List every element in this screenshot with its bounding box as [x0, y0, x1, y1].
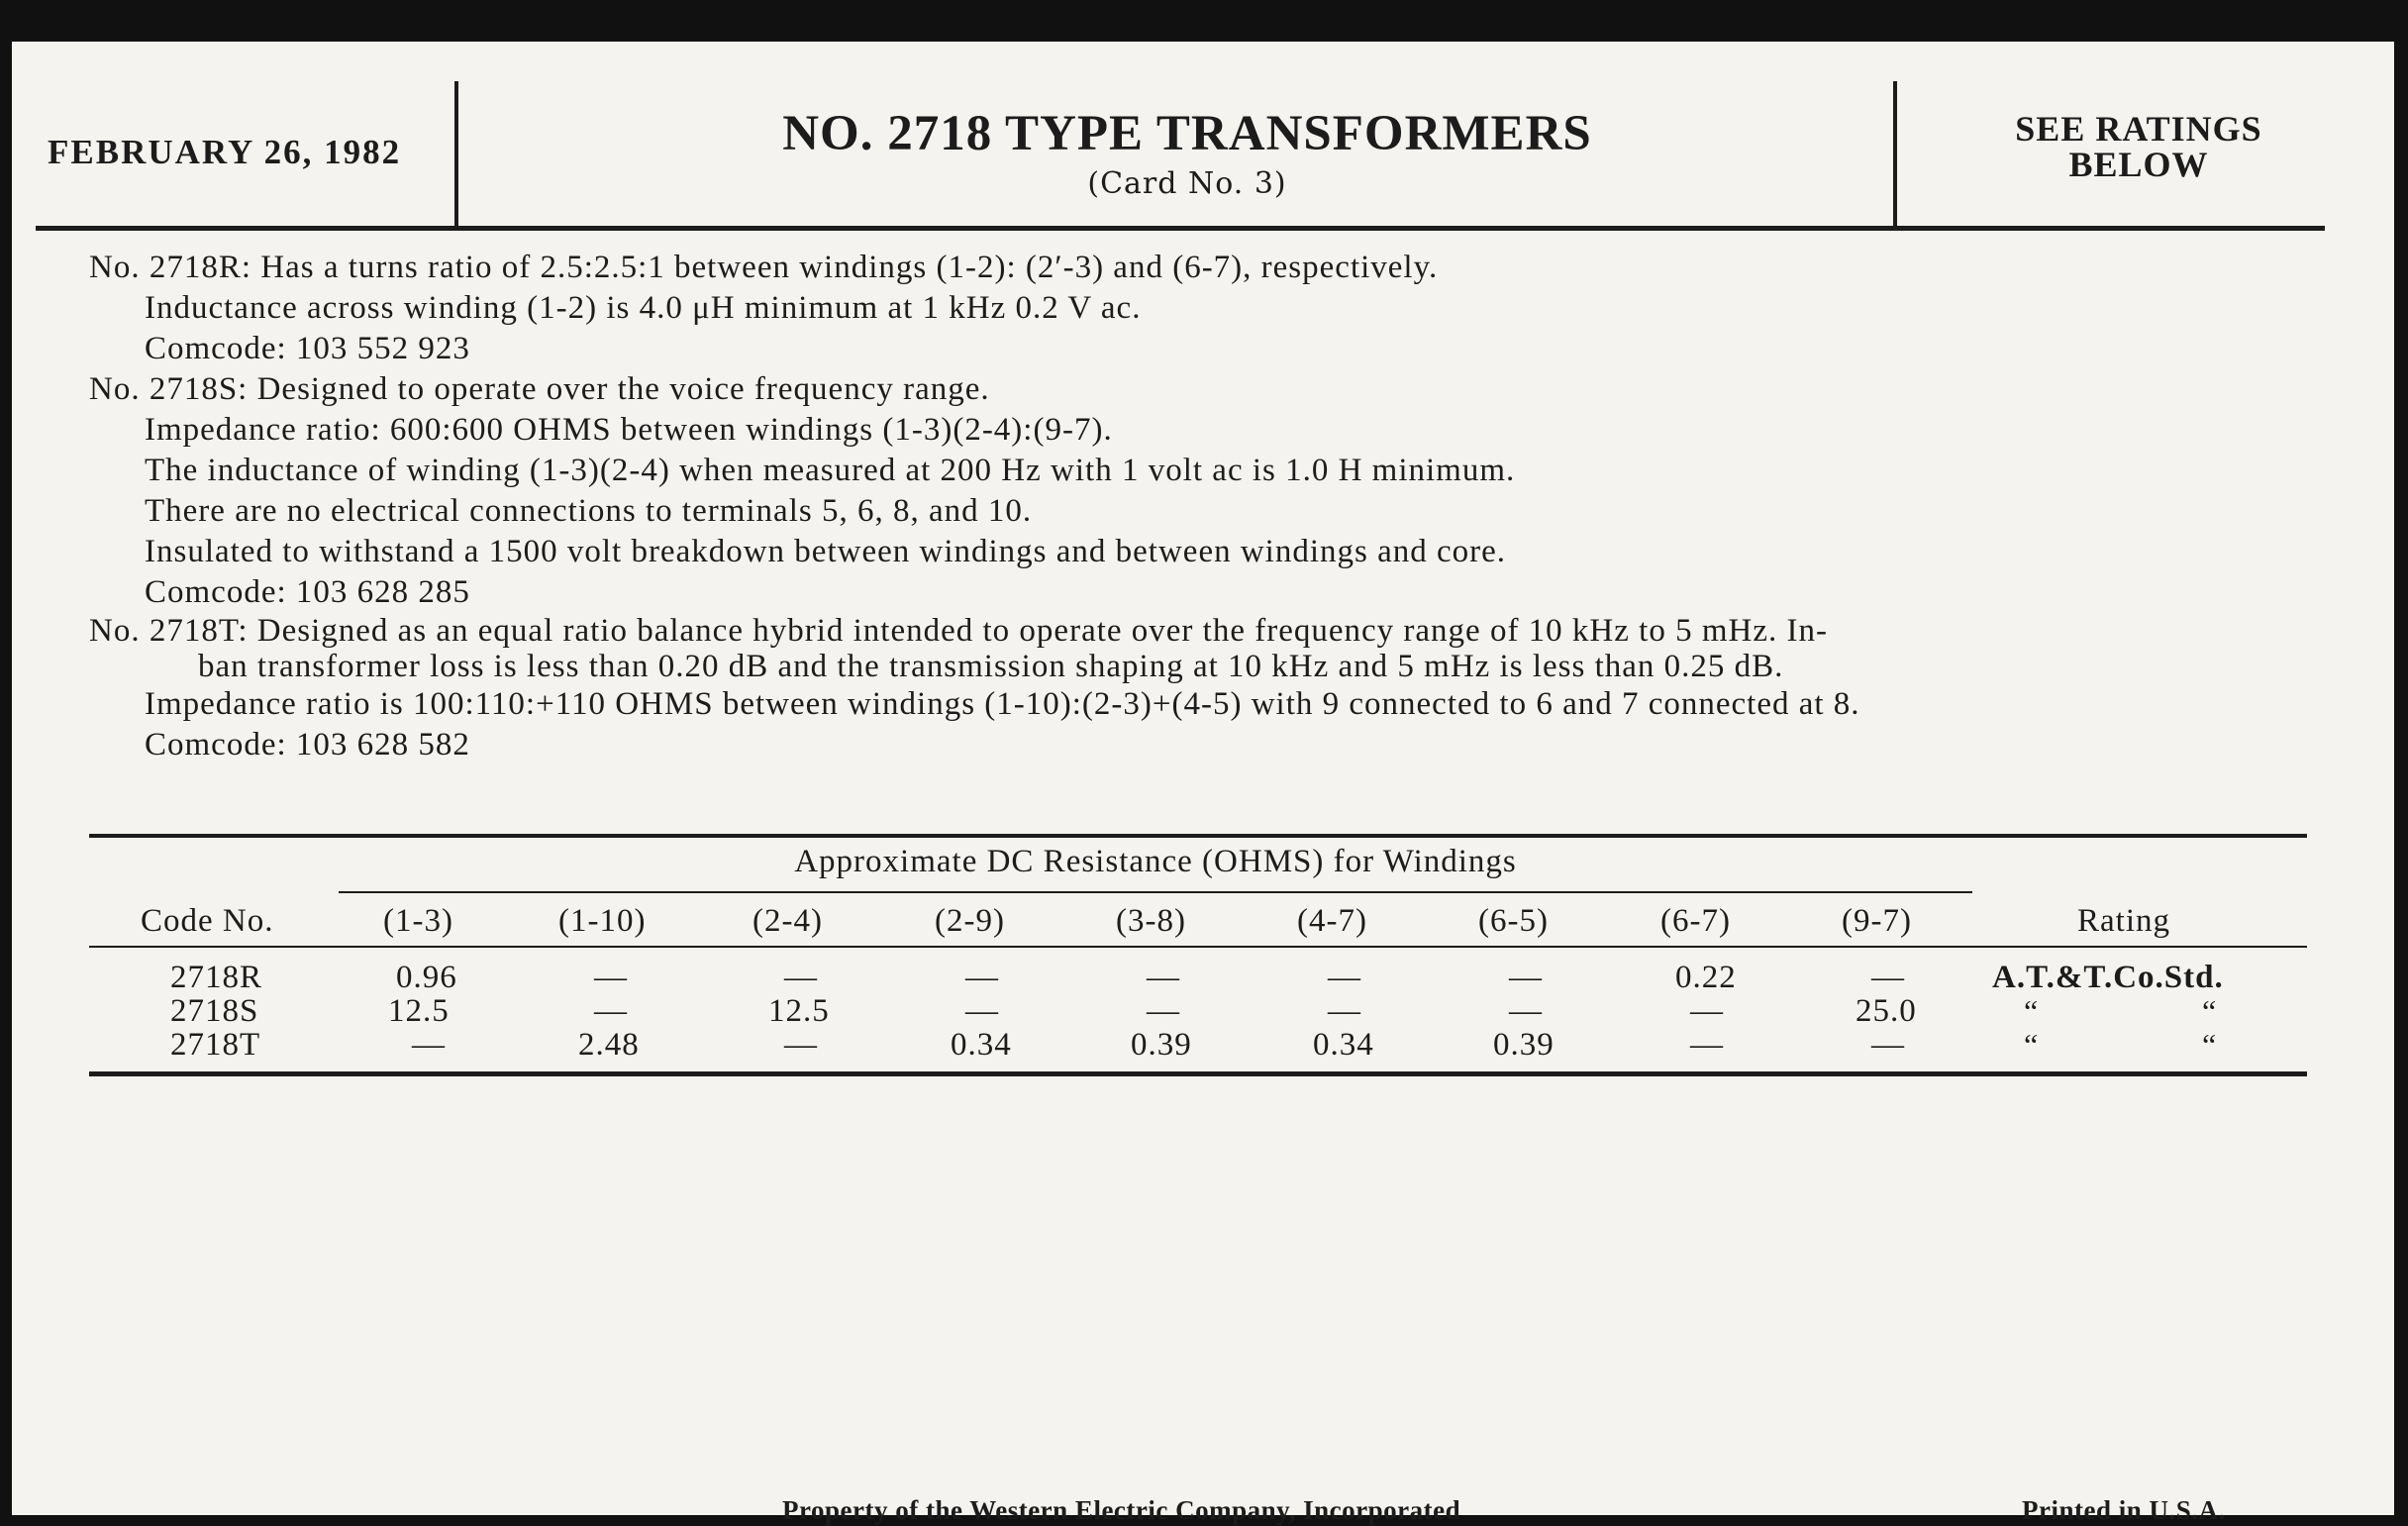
row-rating: A.T.&T.Co.Std. — [1992, 960, 2224, 995]
catalog-card — [12, 42, 2396, 1525]
cell-value: — — [1328, 960, 1361, 995]
table-group-rule — [339, 891, 1972, 893]
descriptions — [89, 248, 2307, 765]
rating-column-header: Rating — [2077, 903, 2170, 939]
card-header — [12, 42, 2396, 230]
ditto-mark: “ — [2024, 993, 2040, 1029]
header-divider-left — [454, 81, 458, 230]
table-bottom-rule — [89, 1071, 2307, 1076]
cell-value: 0.96 — [396, 960, 457, 995]
cell-value: — — [1871, 1027, 1905, 1063]
row-code: 2718T — [170, 1027, 261, 1063]
cell-value: — — [594, 960, 628, 995]
winding-header: (6-5) — [1478, 903, 1549, 939]
cell-value: — — [784, 960, 818, 995]
cell-value: — — [965, 993, 999, 1029]
ditto-mark: “ — [2202, 993, 2218, 1029]
code-2718r-heading: No. 2718R: Has a turns ratio of 2.5:2.5:1 between windings (1-2): (2′-3) and (6-7), respectively. — [89, 250, 1439, 285]
code-2718s-comcode: Comcode: 103 628 285 — [145, 574, 470, 610]
code-2718t-line: Impedance ratio is 100:110:+110 OHMS between windings (1-10):(2-3)+(4-5) with 9 connected to 6 and 7 connected at 8. — [145, 686, 1860, 722]
winding-header: (2-4) — [752, 903, 823, 939]
cell-value: — — [1871, 960, 1905, 995]
cell-value: — — [1509, 993, 1543, 1029]
code-2718t-comcode: Comcode: 103 628 582 — [145, 727, 470, 763]
cell-value: — — [1509, 960, 1543, 995]
cell-value: 0.39 — [1493, 1027, 1555, 1063]
rating-note — [1931, 111, 2347, 182]
rating-note-line2: BELOW — [2068, 145, 2209, 184]
cell-value: 0.39 — [1131, 1027, 1192, 1063]
card-title: NO. 2718 TYPE TRANSFORMERS — [782, 106, 1592, 161]
ditto-mark: “ — [2024, 1027, 2040, 1063]
winding-header: (9-7) — [1842, 903, 1912, 939]
cell-value: 25.0 — [1856, 993, 1917, 1029]
winding-header: (1-10) — [558, 903, 647, 939]
winding-header: (1-3) — [383, 903, 453, 939]
row-code: 2718S — [170, 993, 259, 1029]
cell-value: 12.5 — [768, 993, 830, 1029]
ditto-mark: “ — [2202, 1027, 2218, 1063]
cell-value: 0.34 — [951, 1027, 1012, 1063]
cell-value: — — [1328, 993, 1361, 1029]
cell-value: — — [1147, 993, 1180, 1029]
code-2718s-line: Insulated to withstand a 1500 volt breakdown between windings and between windings and core. — [145, 534, 1507, 569]
cell-value: — — [412, 1027, 446, 1063]
table-top-rule — [89, 834, 2307, 838]
table-header-rule — [89, 946, 2307, 948]
code-2718s-line: Impedance ratio: 600:600 OHMS between windings (1-3)(2-4):(9-7). — [145, 412, 1113, 448]
cell-value: — — [594, 993, 628, 1029]
code-column-header: Code No. — [141, 903, 274, 939]
winding-header: (6-7) — [1660, 903, 1731, 939]
header-rule — [36, 226, 2325, 231]
card-subtitle: (Card No. 3) — [1087, 166, 1287, 201]
table-group-title: Approximate DC Resistance (OHMS) for Windings — [794, 844, 1517, 879]
winding-header: (2-9) — [935, 903, 1005, 939]
printed-notice: Printed in U.S.A. — [2022, 1495, 2226, 1525]
cell-value: — — [1147, 960, 1180, 995]
title-block — [467, 105, 1907, 201]
code-2718r-line: Inductance across winding (1-2) is 4.0 μH minimum at 1 kHz 0.2 V ac. — [145, 290, 1142, 326]
cell-value: 2.48 — [578, 1027, 640, 1063]
cell-value: 0.22 — [1675, 960, 1737, 995]
cell-value: 0.34 — [1313, 1027, 1374, 1063]
code-2718s-line: There are no electrical connections to terminals 5, 6, 8, and 10. — [145, 493, 1033, 529]
cell-value: — — [1690, 1027, 1724, 1063]
code-2718s-line: The inductance of winding (1-3)(2-4) when measured at 200 Hz with 1 volt ac is 1.0 H minimum. — [145, 453, 1516, 488]
code-2718t-heading: No. 2718T: Designed as an equal ratio balance hybrid intended to operate over the frequency range of 10 kHz to 5 mHz. In- — [89, 613, 1828, 649]
row-code: 2718R — [170, 960, 263, 995]
code-2718t-heading-cont: ban transformer loss is less than 0.20 dB and the transmission shaping at 10 kHz and 5 mHz is less than 0.25 dB. — [198, 649, 1784, 684]
property-notice: Property of the Western Electric Company, Incorporated — [782, 1495, 1461, 1525]
cell-value: — — [784, 1027, 818, 1063]
winding-header: (4-7) — [1297, 903, 1367, 939]
issue-date: FEBRUARY 26, 1982 — [48, 133, 402, 171]
scan-edge — [2394, 0, 2408, 1515]
code-2718r-comcode: Comcode: 103 552 923 — [145, 331, 470, 366]
cell-value: 12.5 — [388, 993, 450, 1029]
header-divider-right — [1893, 81, 1897, 230]
cell-value: — — [965, 960, 999, 995]
rating-note-line1: SEE RATINGS — [2015, 109, 2262, 149]
winding-header: (3-8) — [1116, 903, 1186, 939]
cell-value: — — [1690, 993, 1724, 1029]
code-2718s-heading: No. 2718S: Designed to operate over the voice frequency range. — [89, 371, 990, 407]
